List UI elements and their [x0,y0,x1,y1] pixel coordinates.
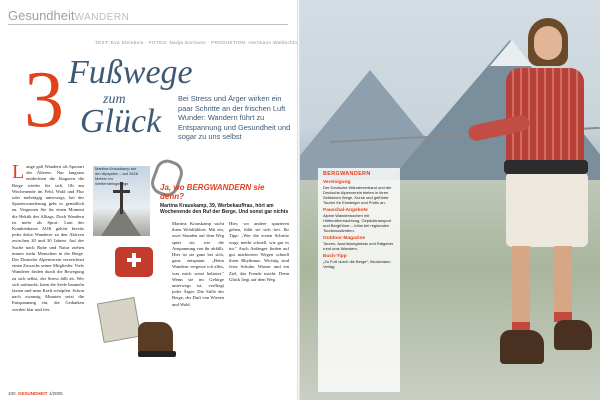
info-item-title: Outdoor-Magazine [323,236,366,241]
body-column-2: Martina Krauskamp sucht ihren Wohlfühlort. Mit ein, zwei Stunden auf dem Weg spürt sie, wie die Anspannung von ihr abfällt. Hier ist sie ganz bei sich, ganz entspannt. „Beim Wandern vergesse ich alles, was mich sonst belastet." Wenn sie im Gebirge unterwegs ist, verfliegt jeder Ärger. Die Stille der Berge, der Duft von Wiesen und Wald. [172,221,224,307]
boot-left [500,330,544,364]
section-title-main: Gesundheit [8,8,75,23]
map-book-image [97,297,141,343]
hiker-figure [468,10,593,395]
drop-cap: L [12,161,25,183]
credits-line: TEXT: Eva Steinbeis · FOTOS: Nadja Bormann · PRODUKTION: Hartmann Waldschlö [95,40,298,45]
intro-text: Bei Stress und Ärger wirken ein paar Schritte an der frischen Luft Wunder: Wandern führt zu Entspannung und Gesundheit und sogar zu uns selbst [178,94,291,141]
cross-beam [113,190,130,193]
body-column-3: Hier, wo andere spazieren gehen, fühlt sie sich frei. Ihr Tipp: „Wer die ersten Schritte wagt, merkt schnell, wie gut es tut." Auch Anfänger finden auf gut markierten Wegen schnell ihren Rhythmus. Wichtig sind feste Schuhe, Wasser und ein Ziel, das Freude macht. Denn Glück liegt auf dem Weg. [229,221,289,282]
info-item [323,208,395,233]
climbing-harness [504,160,588,174]
body-column-1-text: ange galt Wandern als Sportart der Älteren. Nur langsam entdeckten die Jüngeren die Berge wieder für sich. Ob am Wochenende im Feld, Wald und Flur oder mehrtägig unterwegs, bei der Spazierwanderung geht es gemütlich zu. Vergessen Sie für einen Moment die Hektik des Alltags. Doch Wandern ist mehr als Sport: Laut der Krankenkasse AOK gehört bereits jeder dritte Wanderer zu den Aktiven zwischen 20 und 30 Jahren. Auf der Suche nach Ruhe und Natur ziehen immer mehr Menschen in die Berge. Der Deutsche Alpenverein verzeichnet einen Zuwachs seiner Mitglieder. Viele Wanderer finden durch die Bewegung zu sich selbst, der Stress fällt ab. Wer sich aufmacht, kann die Seele baumeln lassen und neue Kraft schöpfen. Schon nach zwanzig Minuten setzt die Entspannung ein, die Gedanken werden klar und frei. [12,164,84,312]
page-folio [8,391,63,396]
right-page-photo [300,0,600,400]
info-item [323,180,395,205]
feature-box [160,183,290,215]
headline-word-2: Glück [80,103,162,140]
headline-word-1: Fußwege [68,54,193,91]
hiking-boot-image [138,322,173,354]
info-item-text: Der Deutsche Wanderverband und der Deutsche Alpenverein bieten in ihren Sektionen Wege, Kurse und geführte Touren für Einsteiger und Profis an. [323,185,392,205]
photo-caption: Martina Krauskamp auf der Alpspitze – auf 2628 Metern im Wettersteingebirge [95,166,138,186]
feature-subheading: Martina Krauskamp, 39, Werbekauffrau, hört am Wochenende den Ruf der Berge. Und sonst gar nichts [160,203,289,215]
body-column-1 [12,161,84,313]
page-number: 100 [8,391,16,396]
headline-zum: zum [103,92,126,107]
boot-right [554,320,592,350]
info-item [323,236,395,251]
issue-number: 1/2005 [48,391,63,396]
info-box-tag: BERGWANDERN [323,171,371,177]
first-aid-kit-image [115,247,153,277]
hiker-leg-right [554,246,572,316]
info-box [318,168,400,392]
info-item-title: Buch-Tipp [323,254,347,259]
info-item-text: „Zu Fuß durch die Berge", Bruckmann Verlag. [323,259,391,269]
left-page [0,0,298,400]
info-item-text: Touren, Ausrüstungstests und Ratgeber rund ums Wandern. [323,241,394,251]
feature-heading: Ja, wo BERGWANDERN sie denn? [160,183,265,201]
headline-number: 3 [24,56,64,144]
cross-post [120,182,123,214]
magazine-name: GESUNDHEIT [18,391,48,396]
info-item-text: Alpine Wanderwochen mit Hüttenübernachtung, Gepäcktransport und Bergführer – Infos bei regionalen Tourismusämtern. [323,213,392,233]
info-item [323,254,395,269]
info-item-title: Vereinigung [323,180,351,185]
boot-sole [138,351,176,357]
section-title-sub: WANDERN [74,12,130,23]
section-rule [8,24,288,25]
hiker-shorts [506,172,588,247]
hiker-face [534,26,562,60]
hiker-leg-left [512,246,530,326]
plus-icon-horizontal [127,258,141,262]
info-item-title: Pauschal-Angebote [323,208,368,213]
section-title [8,8,129,23]
